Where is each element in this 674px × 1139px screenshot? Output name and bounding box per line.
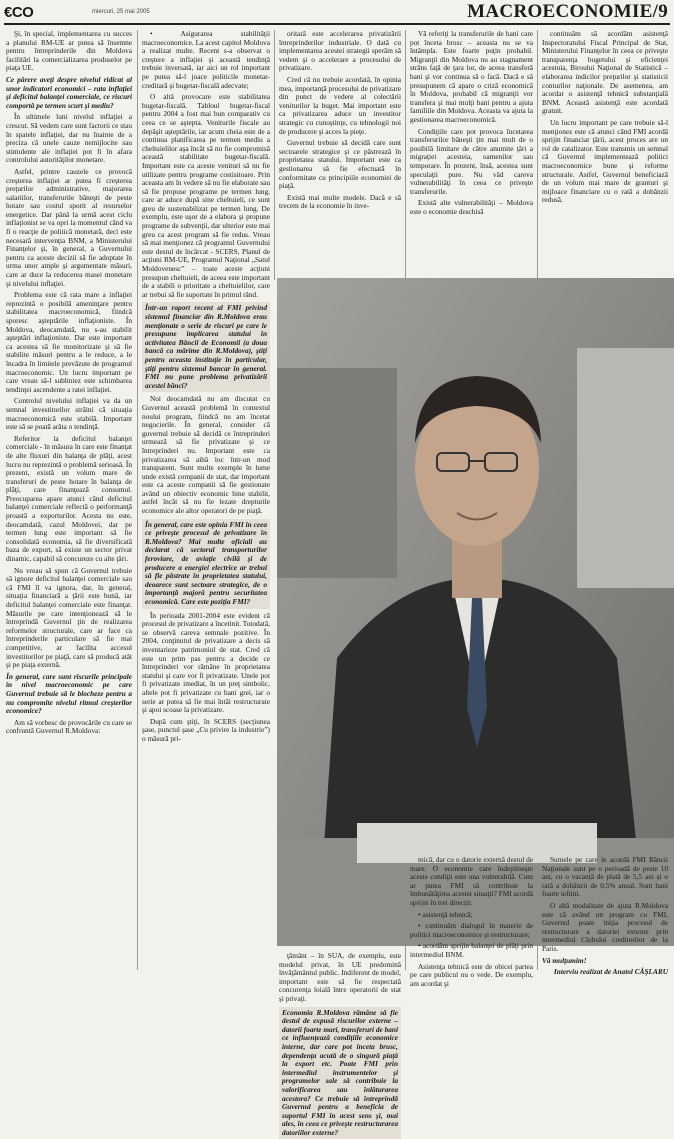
paragraph: Referitor la deficitul balanţei comerciale - în măsura în care este finanţat de alte fluxuri din balanţa de plăţi, acest lucru nu reprezintă o problemă serioasă. În prezent, există un volum mare de transferuri de peste hotare în balanţa de plăţi, care finanţează consumul. Preocuparea apare atunci când deficitul balanţei comerciale reflectă o performanţă proastă a exporturilor. Acesta nu este, deocamdată, cazul Moldovei, dar pe termen lung este important să fie consolidată economia, să fie diversificată baza de export, să existe un sector privat dinamic, capabil să concureze cu alte ţări. [6,433,132,564]
paragraph: • continuăm dialogul în materie de politici macroeconomice şi restructurare; [410,921,533,939]
paragraph: Există mai multe modele. Dacă e să trecem de la economie în inve- [279,192,401,211]
paragraph: • asistenţă tehnică; [418,909,473,919]
column-divider [537,30,538,280]
paragraph: Noi deocamdată nu am discutat cu Guvernul această problemă în contextul noului program, fiindcă nu am încetat negocierile. În general, consider că guvernul trebuie să decidă ce întreprinderi urmează să fie privatizate şi ce întreprinderi nu. Important este ca privatizarea să aibă loc într-un mod transparent. Sunt multe exemple în lume unde există companii de stat, dar important este ca aceste companii să fie gestionate având un obiectiv economic bine stabilit, astfel încât să nu fie lezate drepturile economice ale altor operatori de pe piaţă. [142,394,270,516]
paragraph: ţământ – în SUA, de exemplu, este modelul privat, în UE predomină învăţământul public. Indiferent de model, important este să fie respectată concurenţa loială între operatorii de stat şi privaţi. [279,951,401,1003]
question: În general, care este opinia FMI în ceea ce priveşte procesul de privatizare în R.Moldova? Mai multe oficiali au declarat că sectorul transporturilor feroviare, de aviaţie civilă şi de producere a energiei electrice ar trebui să fie păstrate în proprietatea statului, deoarece sunt sectoare strategice, de o importanţă majoră pentru securitatea economică. Care este poziţia FMI? [142,519,270,609]
paragraph: Guvernul trebuie să decidă care sunt sectoarele strategice şi ce păstrează în proprietatea statului. Important este ca gestionarea să fie efectuată în conformitate cu principiile economiei de piaţă. [279,138,401,191]
paragraph: În perioada 2001-2004 este evident că procesul de privatizare a încetinit. Totodată, se observă careva semnale pozitive. În 2004, conţinutul de privatizare a decis să inventarieze patrimoniul de stat. Cred că este un prim pas pentru a decide ce întreprinderi vor rămâne în proprietatea statului şi care vor fi privatizate. Unele pot fi privatizate imediat, în un preţ simbolic, altele pot fi privatizate cu bani grei, iar o serie ar putea să fie mai întâi restructurate şi apoi scoase la privatizare. [142,610,271,715]
article-column-6 [279,951,401,1137]
article-column-8 [542,855,668,977]
paragraph: O altă provocare este stabilitatea bugetar-fiscală. Tabloul bugetar-fiscal pentru 2004 a fost mai bun comparativ cu ceea ce se aştepta. Veniturile fiscale au depăşit aşteptările, iar acum cheia este de a continua planificarea pe termen mediu a cheltuielilor aşa încât să nu fie compromisă această stabilitate bugetar-fiscală. Important este ca aceste venituri să nu fie utilizate pentru programe costisitoare. Prin aceasta am în vedere să nu fie elaborate sau să fie propuse programe pe termen lung, care ar aduce după sine cheltuieli, ce sunt greu de sustenabilizat pe termen lung. De exemplu, este uşor de a elabora şi propune programe de subvenţii, dar ulterior este mai greu ca acest program să fie redus. Vreau să mai menţionez că programul Guvernului este destul de încărcat - SCERS, Planul de acţiuni RM-UE, Programul Naţional „Satul Moldovenesc” – toate aceste acţiuni presupun cheltuieli, de aceea este important de a stabili o prioritate a cheltuielilor, care ar trebui să fie suportate în primul rând. [142,92,270,299]
paragraph: Condiţiile care pot provoca încetarea transferurilor băneşti ţin mai mult de o posibilă limitare de către anumite ţări a migraţiei acesteia, oamenilor sau temporare. În prezent, însă, acestea sunt speculaţii pure. Nu văd careva vulnerabilităţi în ceea ce priveşte transferurile. [410,126,533,196]
header-rule [4,23,670,25]
article-column-7 [410,855,533,988]
paragraph: mică, dar cu o datorie externă destul de mare. O economie care îndeplineşte aceste condiţii este una vulnerabilă. Cum ar putea FMI să contribuie la îmbunătăţirea acestei situaţii? FMI acordă sprijin în trei direcţii: [410,855,533,907]
paragraph: Controlul nivelului inflaţiei va da un semnal investitorilor străini că situaţia macroeconomică este stabilă. Important este să se poată arăta o tendinţă. [6,396,132,432]
paragraph: După cum ştiţi, în SCERS (secţiunea şase, punctul şase „Cu privire la industrie”) o măsură pri- [142,716,270,743]
paragraph: Nu vreau să spun că Guvernul trebuie să ignore deficitul balanţei comerciale sau că FMI îl va ignora, dar, în general, situaţia financiară a ţării este bună, iar deficitul balanţei comerciale este finanţat. Măsurile pe care intenţionează să le întreprindă Guvernul ţin de realizarea reformelor structurale, care ar face ca întreprinderile particulare să fie mai competitive, ar facilita accesul investitorilor pe piaţă, care să producă atât şi pe piaţa externă. [6,565,132,670]
paragraph: continuăm să acordăm asistenţă Inspectoratului Fiscal Principal de Stat, Ministerului Finanţelor în ceea ce priveşte transparenţa bugetului şi eficienţei acestuia, Biroului Naţional de Statistică – elaborarea indicilor preţurilor şi statisticii conturilor naţionale. De asemenea, am acordat o asistenţă tehnică substanţială BNM. Această asistenţă este acordată gratuit. [542,29,668,116]
paragraph: • Asigurarea stabilităţii macroeconomice. La acest capitol Moldova a realizat multe. Recent s-a observat o creştere a inflaţiei şi această tendinţă trebuie inversată, iar aici un rol important pe putea să-l joace politicile monetar-creditară şi bugetar-fiscală adecvate; [142,29,270,90]
interview-photo [277,278,674,946]
paragraph: Astfel, printre cauzele ce provocă creşterea inflaţiei ar putea fi creşterea preţurilor administrative, majorarea salariilor, transferurile băneşti de peste hotare sau costul sporit al resurselor energetice. Dar până la urmă acest ciclu inflaţionist se va opri la momentul când va fi o reacţie de politică monetară, deci este necesară intervenţia BNM, a Ministerului Finanţelor şi, în general, a Guvernului pentru ca aceste decizii să fie adoptate în urma unor ample şi argumentate măsuri, care ar duce la reducerea masei monetare şi nivelului inflaţiei. [6,166,132,288]
article-column-2 [142,30,270,970]
paragraph: Problema este că rata mare a inflaţiei reprezintă o posibilă ameninţare pentru stabilitatea macroeconomică, fiindcă sporesc aşteptările inflaţioniste. În Moldova, deocamdată, nu s-au stabilit aşteptări inflaţioniste. Dar este important ca acestea să fie monitorizate şi să fie stabilite măsuri pentru a le reduce, a le încadra în limitele prevăzute de programul macroeconomic. Un lucru important pe care vreau să-l subliniez este schimbarea tendinţei ascendente a ratei inflaţiei. [6,290,132,394]
paragraph: Cred că nu trebuie acordată, în opinia mea, importanţă procesului de privatizare din punct de vedere al colectării veniturilor la buget. Mai important este ca privatizarea aduce un investitor strategic cu cunoştinţe, cu tehnologii noi de producere şi acces la pieţe. [279,74,401,136]
publication-logo: €CO [4,4,34,21]
article-column-4 [410,30,533,276]
column-divider [274,30,275,280]
paragraph: Un lucru important pe care trebuie să-l menţionez este că atunci când FMI acordă sprijin financiar ţării, acest proces are un rol de catalizator. Este transmis un semnal că Guvernul implementează politici macroeconomice bune şi reforme structurale. Astfel, Guvernul beneficiază de un volum mai mare de granturi şi mijloace financiare cu o rată a dobânzii redusă. [542,117,668,205]
question: Economia R.Moldova rămâne să fie destul de expusă riscurilor externe – datorii foarte mari, transferuri de bani ce influenţează condiţiile economice interne, dar care pot înceta brusc, dependenţa acută de o singură piaţă la export etc. Poate FMI prin intermediul instrumentelor şi programelor sale să contribuie la valorificarea sau înlăturarea acestora? Ce trebuie să întreprindă Guvernul pentru a beneficia de suportul FMI în acest sens şi, mai ales, în ceea ce priveşte restructurarea datoriilor externe? [279,1007,401,1139]
section-title: MACROECONOMIE/9 [467,1,668,22]
paragraph: Există alte vulnerabilităţi – Moldova este o economie deschisă [410,198,533,216]
paragraph: Asistenţa tehnică este de obicei partea pe care publicul nu o vede. De exemplu, am acordat şi [410,961,533,988]
paragraph: Sumele pe care le acordă FMI Băncii Naţionale sunt pe o perioadă de peste 10 ani, cu o vacanţă de plată de 5,5 ani şi o rată a dobânzii de 0,5% anual. Sunt bani foarte ieftini. [542,855,668,899]
article-column-1 [6,30,132,970]
paragraph: oritară este accelerarea privatizării întreprinderilor industriale. O dată cu implementarea acestei strategii sperăm să vedem şi o accelerare a procesului de privatizare. [279,29,401,73]
paragraph: În ultimele luni nivelul inflaţiei a crescut. Să vedem care sunt factorii ce stau în spatele inflaţiei, dar nu înainte de a preciza că unele cauze nemijlocite sau stimulente ale inflaţiei pot fi în afara controlului autorităţilor monetare. [6,112,132,165]
paragraph: Şi, în special, implementarea cu succes a planului RM-UE ar putea să însemne pentru întreprinderile din Moldova facilitări la comercializarea produselor pe piaţa UE. [6,29,132,73]
byline: Interviu realizat de Anatol CĂŞLARU [553,967,668,977]
article-column-3 [279,30,401,276]
paragraph: O altă modalitate de ajuta R.Moldova este că având un program cu FMI, Guvernul poate iniţia procesul de restructurare a datoriei externe prin intermediul Clubului creditorilor de la Paris. [542,900,668,953]
question: Vă mulţumim! [542,955,587,965]
column-divider [405,30,406,280]
portrait-photo-icon [277,278,674,946]
column-divider [137,30,138,970]
question: Într-un raport recent al FMI privind sistemul financiar din R.Moldova erau menţionate o serie de riscuri pe care le presupune implicarea statului în activitatea Băncii de Economii (a doua bancă ca mărime din R.Moldova), ştiţi pentru aceasta instituţie în particular, ştiţi pentru sistemul bancar în general. FMI nu pune problema privatizării acestei bănci? [142,302,270,392]
paragraph: Am să vorbesc de provocările cu care se confruntă Guvernul R.Moldova: [6,717,132,736]
page-header [0,0,674,26]
issue-date: miercuri, 25 mai 2005 [92,9,150,15]
article-column-5 [542,30,668,280]
question: În general, care sunt riscurile principale în nivel macroeconomic pe care Guvernul trebuie să le blocheze pentru a nu compromite nivelul ritmul creşterilor economice? [6,671,132,716]
paragraph: • acordăm sprijin balanţei de plăţi prin intermediul BNM. [410,941,533,959]
paragraph: Vă referiţi la transferurile de bani care pot înceta brusc – aceasta nu se va întâmpla. Este foarte puţin probabil. Migranţii din Moldova nu au stagnament strâns faţă de ţara lor, de aceea transferă bani şi vor continua să o facă. Dacă e să presupunem că apare o criză economică în Moldova, probabil că migranţii vor transfera şi mai mulţi bani pentru a ajuta familiile din Moldova. Aceasta va ajuta la gestionarea macroeconomică. [410,29,533,124]
question: Ce părere aveţi despre nivelul ridicat al unor indicatori economici – rata inflaţiei şi deficitul balanţei comerciale, ce riscuri comportă pe termen scurt şi mediu? [6,74,132,110]
